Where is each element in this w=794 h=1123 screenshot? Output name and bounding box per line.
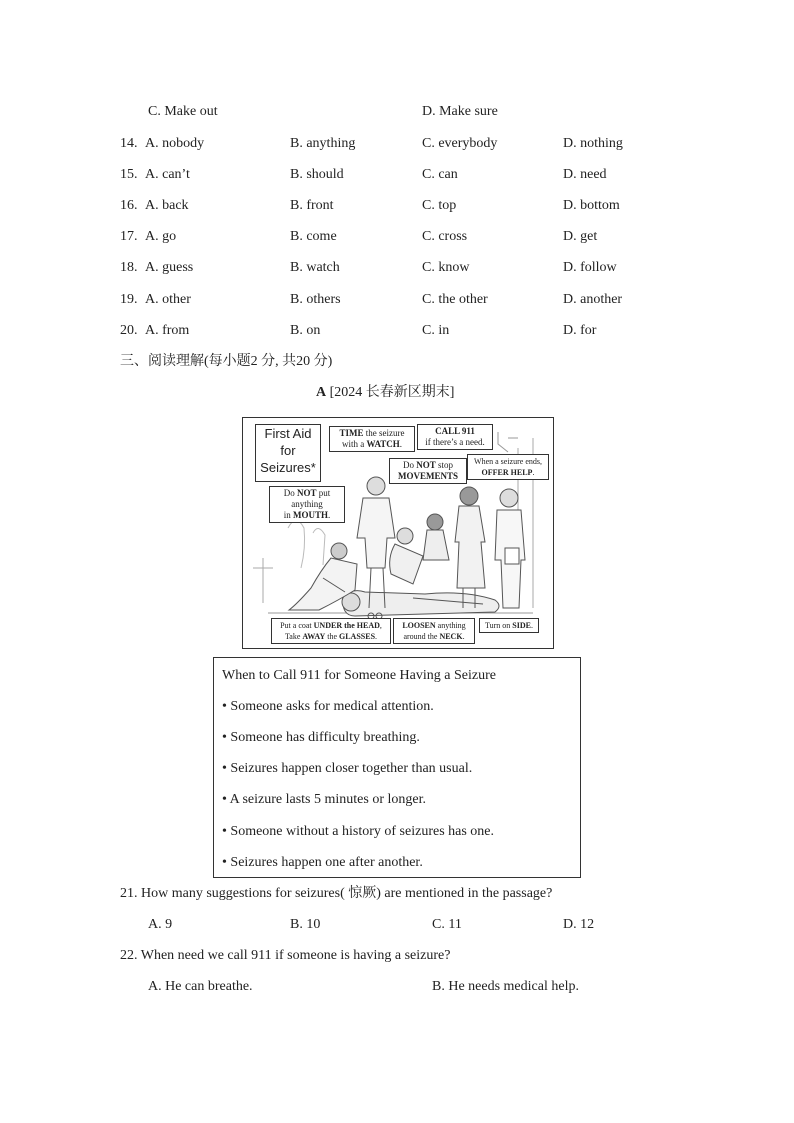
callout-text: Put a coat bbox=[280, 621, 314, 630]
info-item: • Someone asks for medical attention. bbox=[222, 699, 434, 714]
callout-time: TIME the seizure with a WATCH. bbox=[329, 426, 415, 452]
option-b: B. others bbox=[290, 292, 341, 307]
question-21-stem: 21. How many suggestions for seizures( 惊厥) are mentioned in the passage? bbox=[120, 886, 553, 901]
passage-letter: A bbox=[316, 385, 327, 400]
q22-option-b: B. He needs medical help. bbox=[432, 979, 579, 994]
callout-offer-help: When a seizure ends, OFFER HELP. bbox=[467, 454, 549, 480]
option-d: D. another bbox=[563, 292, 623, 307]
info-item: • Seizures happen closer together than usual. bbox=[222, 761, 473, 776]
info-item: • Someone has difficulty breathing. bbox=[222, 730, 420, 745]
option-a: A. other bbox=[145, 292, 191, 307]
callout-text: WATCH bbox=[366, 439, 400, 449]
info-heading: When to Call 911 for Someone Having a Seizure bbox=[222, 668, 496, 683]
callout-text: UNDER the HEAD bbox=[313, 621, 380, 630]
callout-side: Turn on SIDE. bbox=[479, 618, 539, 633]
info-item: • A seizure lasts 5 minutes or longer. bbox=[222, 792, 426, 807]
question-number: 20. bbox=[120, 323, 138, 338]
title-line: First Aid bbox=[264, 426, 312, 441]
callout-text: the bbox=[325, 632, 339, 641]
option-c: C. the other bbox=[422, 292, 488, 307]
callout-text: AWAY bbox=[302, 632, 326, 641]
callout-text: When a seizure ends, bbox=[474, 457, 542, 466]
option-d: D. need bbox=[563, 167, 607, 182]
callout-text: around the bbox=[403, 632, 440, 641]
callout-text: LOOSEN bbox=[402, 621, 436, 630]
callout-text: SIDE bbox=[512, 621, 531, 630]
option-c: C. top bbox=[422, 198, 457, 213]
first-aid-illustration bbox=[242, 417, 554, 649]
callout-text: TIME bbox=[339, 428, 364, 438]
option-a: A. go bbox=[145, 229, 177, 244]
info-item: • Someone without a history of seizures has one. bbox=[222, 824, 495, 839]
callout-movements bbox=[389, 458, 467, 484]
callout-text: CALL 911 bbox=[435, 426, 475, 436]
q21-option-c: C. 11 bbox=[432, 917, 462, 932]
callout-call-911 bbox=[417, 424, 493, 450]
callout-text: OFFER HELP bbox=[481, 468, 533, 477]
callout-text: MOUTH bbox=[293, 510, 328, 520]
option-c: C. know bbox=[422, 260, 470, 275]
question-22-stem: 22. When need we call 911 if someone is having a seizure? bbox=[120, 948, 451, 963]
option-b: B. front bbox=[290, 198, 334, 213]
option-c: C. in bbox=[422, 323, 450, 338]
callout-text: NOT bbox=[416, 460, 436, 470]
option-d: D. bottom bbox=[563, 198, 620, 213]
q13-option-c: C. Make out bbox=[148, 104, 218, 119]
option-a: A. can’t bbox=[145, 167, 190, 182]
when-to-call-911-box bbox=[213, 657, 581, 878]
question-number: 17. bbox=[120, 229, 138, 244]
option-b: B. watch bbox=[290, 260, 340, 275]
callout-text: NECK bbox=[439, 632, 463, 641]
title-line: for bbox=[280, 443, 296, 458]
option-d: D. for bbox=[563, 323, 597, 338]
option-b: B. anything bbox=[290, 136, 356, 151]
callout-neck: LOOSEN anything around the NECK. bbox=[393, 618, 475, 644]
callout-text: GLASSES bbox=[339, 632, 376, 641]
callout-text: Do bbox=[283, 488, 297, 498]
option-a: A. guess bbox=[145, 260, 194, 275]
callout-text: the seizure bbox=[363, 428, 405, 438]
callout-text: NOT bbox=[296, 488, 317, 498]
option-b: B. should bbox=[290, 167, 344, 182]
q21-option-d: D. 12 bbox=[563, 917, 595, 932]
q21-option-a: A. 9 bbox=[148, 917, 173, 932]
question-number: 14. bbox=[120, 136, 138, 151]
callout-text: in bbox=[283, 510, 293, 520]
option-b: B. come bbox=[290, 229, 337, 244]
option-a: A. back bbox=[145, 198, 189, 213]
option-c: C. everybody bbox=[422, 136, 498, 151]
passage-heading bbox=[316, 384, 454, 402]
question-number: 19. bbox=[120, 292, 138, 307]
illustration-title bbox=[255, 424, 321, 482]
q13-option-d: D. Make sure bbox=[422, 104, 498, 119]
question-number: 16. bbox=[120, 198, 138, 213]
section-title: 三、阅读理解(每小题2 分, 共20 分) bbox=[120, 354, 333, 369]
callout-text: Turn on bbox=[485, 621, 513, 630]
option-a: A. from bbox=[145, 323, 190, 338]
passage-source: [2024 长春新区期末] bbox=[329, 385, 455, 400]
callout-text: Do bbox=[402, 460, 417, 470]
callout-text: with a bbox=[341, 439, 367, 449]
callout-coat-glasses: Put a coat UNDER the HEAD, Take AWAY the GLASSES. bbox=[271, 618, 391, 644]
option-a: A. nobody bbox=[145, 136, 205, 151]
callout-text: MOVEMENTS bbox=[397, 471, 458, 481]
option-b: B. on bbox=[290, 323, 321, 338]
option-c: C. cross bbox=[422, 229, 468, 244]
q21-option-b: B. 10 bbox=[290, 917, 321, 932]
callout-text: stop bbox=[435, 460, 454, 470]
option-d: D. follow bbox=[563, 260, 617, 275]
question-number: 18. bbox=[120, 260, 138, 275]
callout-text: anything bbox=[435, 621, 466, 630]
callout-text: Take bbox=[284, 632, 303, 641]
callout-text: put anything bbox=[291, 488, 331, 509]
callout-mouth: Do NOT put anything in MOUTH. bbox=[269, 486, 345, 523]
q22-option-a: A. He can breathe. bbox=[148, 979, 253, 994]
question-number: 15. bbox=[120, 167, 138, 182]
option-d: D. nothing bbox=[563, 136, 623, 151]
callout-text: if there’s a need. bbox=[425, 437, 485, 447]
option-c: C. can bbox=[422, 167, 458, 182]
option-d: D. get bbox=[563, 229, 598, 244]
info-item: • Seizures happen one after another. bbox=[222, 855, 423, 870]
title-line: Seizures* bbox=[260, 460, 316, 475]
